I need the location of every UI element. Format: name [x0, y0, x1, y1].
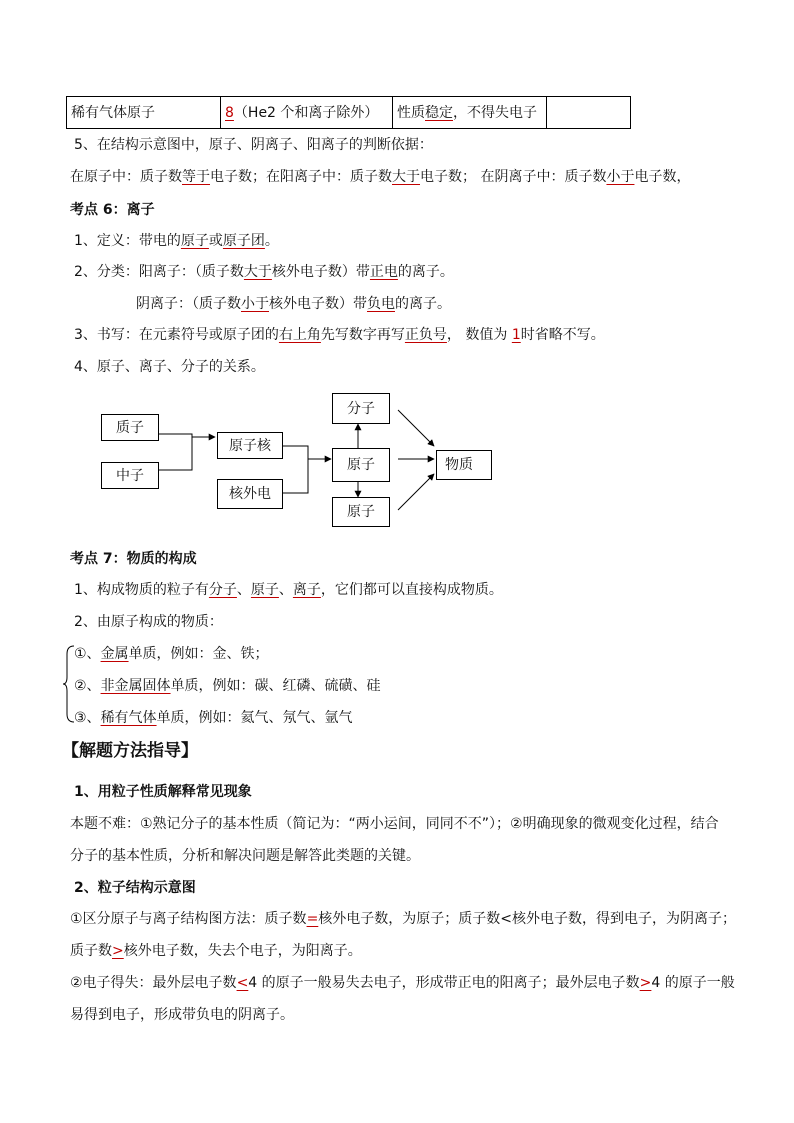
- kp7-atom-matter-title: 2、由原子构成的物质：: [74, 614, 223, 630]
- kp7-particles: 1、构成物质的粒子有分子、原子、离子，它们都可以直接构成物质。: [74, 582, 503, 598]
- kp7-item-metal: ①、金属单质，例如：金、铁；: [74, 646, 269, 662]
- guide-p3-line2: 易得到电子，形成带负电的阴离子。: [70, 1007, 294, 1023]
- guide-p1-line1: 本题不难：①熟记分子的基本性质（简记为：“两小运间，同同不不”）；②明确现象的微观变化过程，结合: [70, 816, 719, 832]
- kp7-heading: 考点 7：物质的构成: [70, 551, 197, 567]
- arrow-atom2-to-matter: [398, 474, 434, 510]
- nucleus-electron-bracket: [283, 446, 308, 493]
- kp7-item-noble-gas: ③、稀有气体单质，例如：氦气、氖气、氩气: [74, 710, 353, 726]
- item5-line: 在原子中：质子数等于电子数；在阳离子中：质子数大于电子数； 在阴离子中：质子数小于电子数，: [70, 169, 691, 185]
- molecule-box: 分子: [332, 393, 390, 424]
- atom-box-lower: 原子: [332, 497, 390, 527]
- kp6-classification-anion: 阴离子：（质子数小于核外电子数）带负电的离子。: [136, 296, 451, 312]
- guide-p3-line1: ②电子得失：最外层电子数<4 的原子一般易失去电子，形成带正电的阳离子；最外层电子数>4 的原子一般: [70, 975, 735, 991]
- guide-p2-line2: 质子数>核外电子数，失去个电子，为阳离子。: [70, 943, 362, 959]
- arrow-molecule-to-matter: [398, 410, 434, 446]
- electron-note: （He2 个和离子除外）: [233, 104, 379, 121]
- property-rest: ，不得失电子: [453, 104, 537, 121]
- guide-heading: 【解题方法指导】: [62, 741, 198, 761]
- kp7-item-nonmetal: ②、非金属固体单质，例如：碳、红磷、硫磺、硅: [74, 678, 381, 694]
- guide-p2-line1: ①区分原子与离子结构图方法：质子数=核外电子数，为原子；质子数<核外电子数，得到电子，为阴离子；: [70, 911, 737, 927]
- neutron-box: 中子: [101, 462, 159, 489]
- kp6-relation: 4、原子、离子、分子的关系。: [74, 359, 265, 375]
- guide-p1-line2: 分子的基本性质，分析和解决问题是解答此类题的关键。: [70, 848, 420, 864]
- item5-title: 5、在结构示意图中，原子、阴离子、阳离子的判断依据：: [74, 137, 433, 153]
- kp6-definition: 1、定义：带电的原子或原子团。: [74, 233, 279, 249]
- proton-box: 质子: [101, 414, 159, 441]
- matter-box: 物质: [436, 450, 492, 480]
- atom-box-middle: 原子: [332, 448, 390, 482]
- nucleus-box: 原子核: [217, 432, 283, 459]
- kp6-heading: 考点 6：离子: [70, 202, 155, 218]
- table-cell-name: 稀有气体原子: [67, 97, 221, 129]
- kp6-writing: 3、书写：在元素符号或原子团的右上角先写数字再写正负号， 数值为 1时省略不写。: [74, 327, 605, 343]
- proton-neutron-bracket: [159, 434, 192, 470]
- guide-section1-title: 1、用粒子性质解释常见现象: [74, 784, 252, 800]
- electron-box: 核外电: [217, 479, 283, 509]
- property-value: 稳定: [425, 104, 453, 121]
- guide-section2-title: 2、粒子结构示意图: [74, 880, 196, 896]
- property-label: 性质: [397, 104, 425, 121]
- electron-count: 8: [225, 104, 234, 121]
- kp6-classification-cation: 2、分类：阳离子：（质子数大于核外电子数）带正电的离子。: [74, 264, 454, 280]
